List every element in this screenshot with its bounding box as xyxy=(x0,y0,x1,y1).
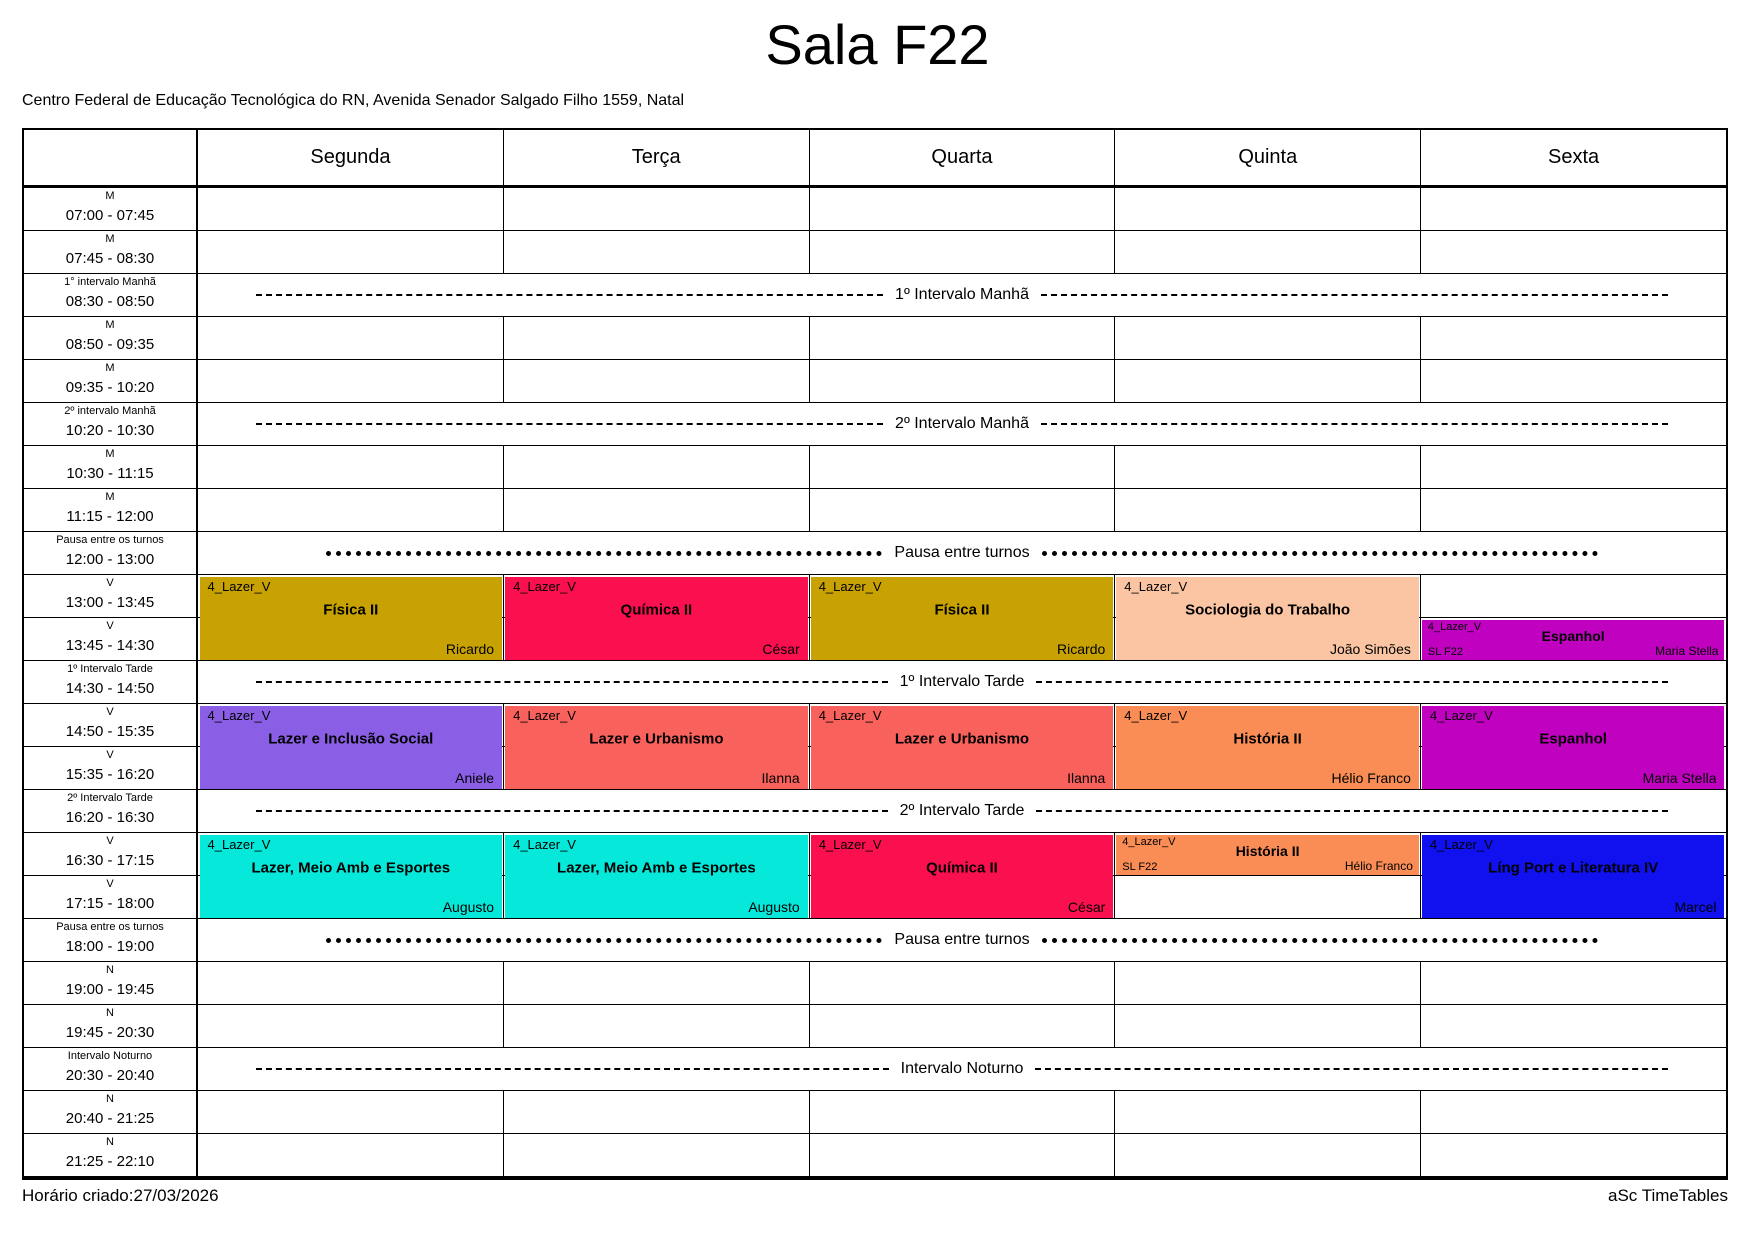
subject-label: Sociologia do Trabalho xyxy=(1185,601,1351,619)
empty-cell xyxy=(1114,360,1420,402)
empty-cell xyxy=(198,446,503,488)
time-slot-range: 17:15 - 18:00 xyxy=(65,895,155,912)
class-group-label: 4_Lazer_V xyxy=(818,578,882,594)
interval-label: 1º Intervalo Tarde xyxy=(899,673,1025,690)
teacher-label: Ilanna xyxy=(761,769,800,786)
day-header-segunda: Segunda xyxy=(310,146,391,168)
teacher-label: Hélio Franco xyxy=(1344,858,1413,873)
time-slot-range: 20:30 - 20:40 xyxy=(65,1067,155,1084)
lesson-block[interactable] xyxy=(505,706,808,789)
interval-label: 1º Intervalo Manhã xyxy=(895,286,1029,303)
lesson-block[interactable] xyxy=(505,835,808,918)
lesson-block[interactable] xyxy=(1116,835,1419,875)
time-row xyxy=(24,962,1726,1005)
time-slot-label xyxy=(24,790,198,832)
empty-cell xyxy=(1114,962,1420,1004)
time-slot-label xyxy=(24,403,198,445)
time-slot-name: M xyxy=(105,190,115,202)
class-group-label: 4_Lazer_V xyxy=(513,707,576,723)
time-slot-name: M xyxy=(105,448,115,460)
lesson-block[interactable] xyxy=(1116,577,1419,660)
time-slot-label xyxy=(24,1134,198,1176)
time-slot-range: 08:30 - 08:50 xyxy=(65,293,155,310)
subject-label: Lazer, Meio Amb e Esportes xyxy=(557,859,756,877)
time-slot-label xyxy=(24,532,198,574)
time-slot-range: 12:00 - 13:00 xyxy=(65,551,155,568)
empty-cell xyxy=(1420,360,1726,402)
time-slot-range: 14:30 - 14:50 xyxy=(65,680,155,697)
day-header-quinta: Quinta xyxy=(1114,130,1420,185)
time-slot-name: N xyxy=(106,1136,114,1148)
time-row xyxy=(24,360,1726,403)
interval-divider xyxy=(198,532,1726,574)
interval-divider xyxy=(198,403,1726,445)
room-label: SL F22 xyxy=(1427,645,1463,658)
lesson-block[interactable] xyxy=(200,706,503,789)
empty-cell xyxy=(809,446,1115,488)
time-slot-name: N xyxy=(106,964,114,976)
empty-cell xyxy=(1114,188,1420,230)
empty-cell xyxy=(198,1134,503,1176)
subject-label: Lazer e Inclusão Social xyxy=(268,730,434,748)
subject-label: Química II xyxy=(926,859,998,877)
time-slot-label xyxy=(24,747,198,789)
empty-cell xyxy=(1420,575,1726,617)
time-row xyxy=(24,317,1726,360)
time-slot-name: V xyxy=(106,835,114,847)
empty-cell xyxy=(503,188,809,230)
time-slot-name: M xyxy=(105,362,115,374)
class-group-label: 4_Lazer_V xyxy=(1427,620,1482,633)
empty-cell xyxy=(503,1091,809,1133)
empty-cell xyxy=(1420,1005,1726,1047)
empty-cell xyxy=(1420,1134,1726,1176)
interval-line xyxy=(256,681,888,683)
time-slot-range: 20:40 - 21:25 xyxy=(65,1110,155,1127)
time-slot-range: 11:15 - 12:00 xyxy=(66,508,154,525)
time-slot-range: 21:25 - 22:10 xyxy=(65,1153,155,1170)
subject-label: Espanhol xyxy=(1541,628,1605,645)
empty-cell xyxy=(503,446,809,488)
subject-label: Lazer e Urbanismo xyxy=(589,730,724,748)
interval-line xyxy=(1042,938,1598,943)
empty-cell xyxy=(809,231,1115,273)
time-row xyxy=(24,1091,1726,1134)
interval-row xyxy=(24,274,1726,317)
teacher-label: Maria Stella xyxy=(1642,769,1717,786)
empty-cell xyxy=(1420,489,1726,531)
time-slot-range: 07:45 - 08:30 xyxy=(65,250,155,267)
footer-created-date: Horário criado:27/03/2026 xyxy=(22,1186,219,1205)
class-group-label: 4_Lazer_V xyxy=(1124,707,1188,723)
time-slot-label xyxy=(24,919,198,961)
empty-cell xyxy=(503,317,809,359)
lesson-block[interactable] xyxy=(811,706,1114,789)
time-slot-name: V xyxy=(106,749,114,761)
empty-cell xyxy=(198,231,503,273)
time-slot-range: 19:00 - 19:45 xyxy=(65,981,155,998)
empty-cell xyxy=(503,962,809,1004)
empty-cell xyxy=(1114,317,1420,359)
teacher-label: Hélio Franco xyxy=(1331,769,1411,786)
interval-line xyxy=(256,810,888,812)
empty-cell xyxy=(503,360,809,402)
empty-cell xyxy=(1114,1091,1420,1133)
class-group-label: 4_Lazer_V xyxy=(1124,578,1188,594)
time-row xyxy=(24,489,1726,532)
empty-cell xyxy=(198,1091,503,1133)
teacher-label: Marcel xyxy=(1674,898,1717,915)
subject-label: Lazer, Meio Amb e Esportes xyxy=(251,859,451,877)
time-row xyxy=(24,231,1726,274)
time-slot-label xyxy=(24,704,198,746)
interval-label: 2º Intervalo Manhã xyxy=(895,415,1029,432)
empty-cell xyxy=(809,1005,1115,1047)
class-group-label: 4_Lazer_V xyxy=(818,836,882,852)
time-slot-range: 13:00 - 13:45 xyxy=(65,594,155,611)
time-row xyxy=(24,446,1726,489)
empty-cell xyxy=(809,360,1115,402)
empty-cell xyxy=(503,489,809,531)
empty-cell xyxy=(809,188,1115,230)
empty-cell xyxy=(198,360,503,402)
empty-cell xyxy=(809,1134,1115,1176)
interval-line xyxy=(326,938,882,943)
empty-cell xyxy=(809,962,1115,1004)
time-slot-label xyxy=(24,360,198,402)
empty-cell xyxy=(503,231,809,273)
empty-cell xyxy=(1114,489,1420,531)
interval-line xyxy=(256,294,883,296)
interval-row xyxy=(24,532,1726,575)
interval-line xyxy=(1042,551,1598,556)
empty-cell xyxy=(1420,962,1726,1004)
time-slot-name: N xyxy=(106,1007,114,1019)
interval-line xyxy=(326,551,882,556)
interval-line xyxy=(256,423,883,425)
time-slot-label xyxy=(24,1005,198,1047)
interval-line xyxy=(1041,423,1668,425)
teacher-label: César xyxy=(762,640,800,657)
class-group-label: 4_Lazer_V xyxy=(1429,836,1493,852)
time-slot-label xyxy=(24,317,198,359)
teacher-label: Ricardo xyxy=(1057,640,1106,657)
subject-label: História II xyxy=(1235,843,1300,860)
interval-line xyxy=(1036,810,1668,812)
time-slot-range: 15:35 - 16:20 xyxy=(65,766,155,783)
interval-line xyxy=(1036,681,1668,683)
class-group-label: 4_Lazer_V xyxy=(1122,835,1176,848)
subject-label: Física II xyxy=(934,601,990,619)
teacher-label: João Simões xyxy=(1329,640,1411,657)
interval-label: Pausa entre turnos xyxy=(894,544,1030,561)
class-group-label: 4_Lazer_V xyxy=(207,578,271,594)
interval-divider xyxy=(198,1048,1726,1090)
day-header-row xyxy=(24,130,1726,188)
time-slot-range: 10:20 - 10:30 xyxy=(65,422,155,439)
time-slot-label xyxy=(24,188,198,230)
time-slot-label xyxy=(24,618,198,660)
empty-cell xyxy=(198,1005,503,1047)
empty-cell xyxy=(1420,446,1726,488)
class-group-label: 4_Lazer_V xyxy=(207,836,271,852)
empty-cell xyxy=(1420,1091,1726,1133)
day-header-terca: Terça xyxy=(503,130,809,185)
empty-cell xyxy=(1114,1005,1420,1047)
page-subtitle: Centro Federal de Educação Tecnológica do RN, Avenida Senador Salgado Filho 1559, Natal xyxy=(22,92,685,109)
time-slot-name: Pausa entre os turnos xyxy=(56,921,164,933)
interval-divider xyxy=(198,274,1726,316)
empty-cell xyxy=(1420,317,1726,359)
time-slot-label xyxy=(24,1048,198,1090)
empty-cell xyxy=(198,489,503,531)
time-slot-name: 1º Intervalo Tarde xyxy=(67,663,153,675)
empty-cell xyxy=(503,1134,809,1176)
empty-cell xyxy=(809,317,1115,359)
time-slot-label xyxy=(24,661,198,703)
time-slot-range: 07:00 - 07:45 xyxy=(65,207,155,224)
teacher-label: César xyxy=(1067,898,1106,915)
footer-brand: aSc TimeTables xyxy=(1608,1186,1728,1205)
time-slot-name: M xyxy=(105,319,115,331)
teacher-label: Aniele xyxy=(455,769,495,786)
time-slot-name: 2º intervalo Manhã xyxy=(64,405,156,417)
empty-cell xyxy=(809,489,1115,531)
time-slot-name: Intervalo Noturno xyxy=(67,1050,153,1062)
time-slot-name: V xyxy=(106,706,114,718)
interval-row xyxy=(24,790,1726,833)
lesson-block[interactable] xyxy=(200,835,503,918)
time-slot-range: 16:20 - 16:30 xyxy=(65,809,155,826)
teacher-label: Ricardo xyxy=(445,640,495,657)
time-column-header xyxy=(24,130,198,185)
empty-cell xyxy=(198,962,503,1004)
interval-line xyxy=(256,1068,889,1070)
subject-label: Líng Port e Literatura IV xyxy=(1488,859,1659,877)
time-slot-range: 16:30 - 17:15 xyxy=(65,852,155,869)
empty-cell xyxy=(1420,231,1726,273)
empty-cell xyxy=(198,317,503,359)
time-slot-name: 1° intervalo Manhã xyxy=(64,276,156,288)
time-slot-name: Pausa entre os turnos xyxy=(56,534,164,546)
time-slot-range: 09:35 - 10:20 xyxy=(65,379,155,396)
interval-row xyxy=(24,403,1726,446)
teacher-label: Maria Stella xyxy=(1655,643,1719,658)
teacher-label: Ilanna xyxy=(1067,769,1106,786)
interval-divider xyxy=(198,919,1726,961)
class-group-label: 4_Lazer_V xyxy=(207,707,271,723)
interval-label: 2º Intervalo Tarde xyxy=(899,802,1025,819)
subject-label: História II xyxy=(1233,730,1302,748)
room-label: SL F22 xyxy=(1122,860,1158,873)
interval-row xyxy=(24,661,1726,704)
time-slot-range: 14:50 - 15:35 xyxy=(65,723,155,740)
class-group-label: 4_Lazer_V xyxy=(1429,707,1493,723)
time-slot-label xyxy=(24,489,198,531)
time-slot-label xyxy=(24,833,198,875)
lesson-block[interactable] xyxy=(1422,620,1725,660)
time-row xyxy=(24,1005,1726,1048)
lesson-block[interactable] xyxy=(1116,706,1419,789)
time-slot-label xyxy=(24,231,198,273)
interval-label: Pausa entre turnos xyxy=(894,931,1030,948)
time-slot-name: V xyxy=(106,620,114,632)
empty-cell xyxy=(1114,446,1420,488)
day-header-quarta: Quarta xyxy=(809,130,1115,185)
time-slot-name: V xyxy=(106,878,114,890)
lesson-block[interactable] xyxy=(811,577,1114,660)
lesson-block[interactable] xyxy=(1422,706,1725,789)
teacher-label: Augusto xyxy=(442,898,495,915)
time-slot-name: 2º Intervalo Tarde xyxy=(67,792,153,804)
time-row xyxy=(24,188,1726,231)
time-slot-label xyxy=(24,876,198,918)
class-group-label: 4_Lazer_V xyxy=(818,707,882,723)
lesson-block[interactable] xyxy=(1422,835,1725,918)
empty-cell xyxy=(1114,876,1420,918)
lesson-block[interactable] xyxy=(200,577,503,660)
interval-line xyxy=(1041,294,1668,296)
time-slot-name: M xyxy=(105,491,115,503)
interval-line xyxy=(1035,1068,1668,1070)
time-slot-label xyxy=(24,446,198,488)
time-slot-range: 08:50 - 09:35 xyxy=(65,336,155,353)
time-slot-name: N xyxy=(106,1093,114,1105)
day-header-sexta: Sexta xyxy=(1420,130,1726,185)
page-title: Sala F22 xyxy=(765,13,990,76)
empty-cell xyxy=(809,1091,1115,1133)
subject-label: Espanhol xyxy=(1539,730,1607,748)
time-slot-label xyxy=(24,962,198,1004)
empty-cell xyxy=(1420,188,1726,230)
subject-label: Física II xyxy=(323,601,379,619)
interval-row xyxy=(24,919,1726,962)
lesson-block[interactable] xyxy=(811,835,1114,918)
subject-label: Lazer e Urbanismo xyxy=(894,730,1030,748)
empty-cell xyxy=(503,1005,809,1047)
time-slot-range: 10:30 - 11:15 xyxy=(66,465,154,482)
interval-divider xyxy=(198,790,1726,832)
class-group-label: 4_Lazer_V xyxy=(513,836,576,852)
timetable-grid xyxy=(22,128,1728,1180)
time-slot-label xyxy=(24,1091,198,1133)
empty-cell xyxy=(1114,1134,1420,1176)
time-slot-range: 19:45 - 20:30 xyxy=(65,1024,155,1041)
interval-divider xyxy=(198,661,1726,703)
time-slot-range: 13:45 - 14:30 xyxy=(65,637,155,654)
class-group-label: 4_Lazer_V xyxy=(513,578,576,594)
time-slot-name: V xyxy=(106,577,114,589)
time-slot-label xyxy=(24,274,198,316)
lesson-block[interactable] xyxy=(505,577,808,660)
interval-label: Intervalo Noturno xyxy=(900,1060,1024,1077)
empty-cell xyxy=(1114,231,1420,273)
time-row xyxy=(24,1134,1726,1177)
time-slot-range: 18:00 - 19:00 xyxy=(65,938,155,955)
empty-cell xyxy=(198,188,503,230)
subject-label: Química II xyxy=(620,601,693,619)
interval-row xyxy=(24,1048,1726,1091)
teacher-label: Augusto xyxy=(748,898,800,915)
time-slot-label xyxy=(24,575,198,617)
time-slot-name: M xyxy=(105,233,115,245)
